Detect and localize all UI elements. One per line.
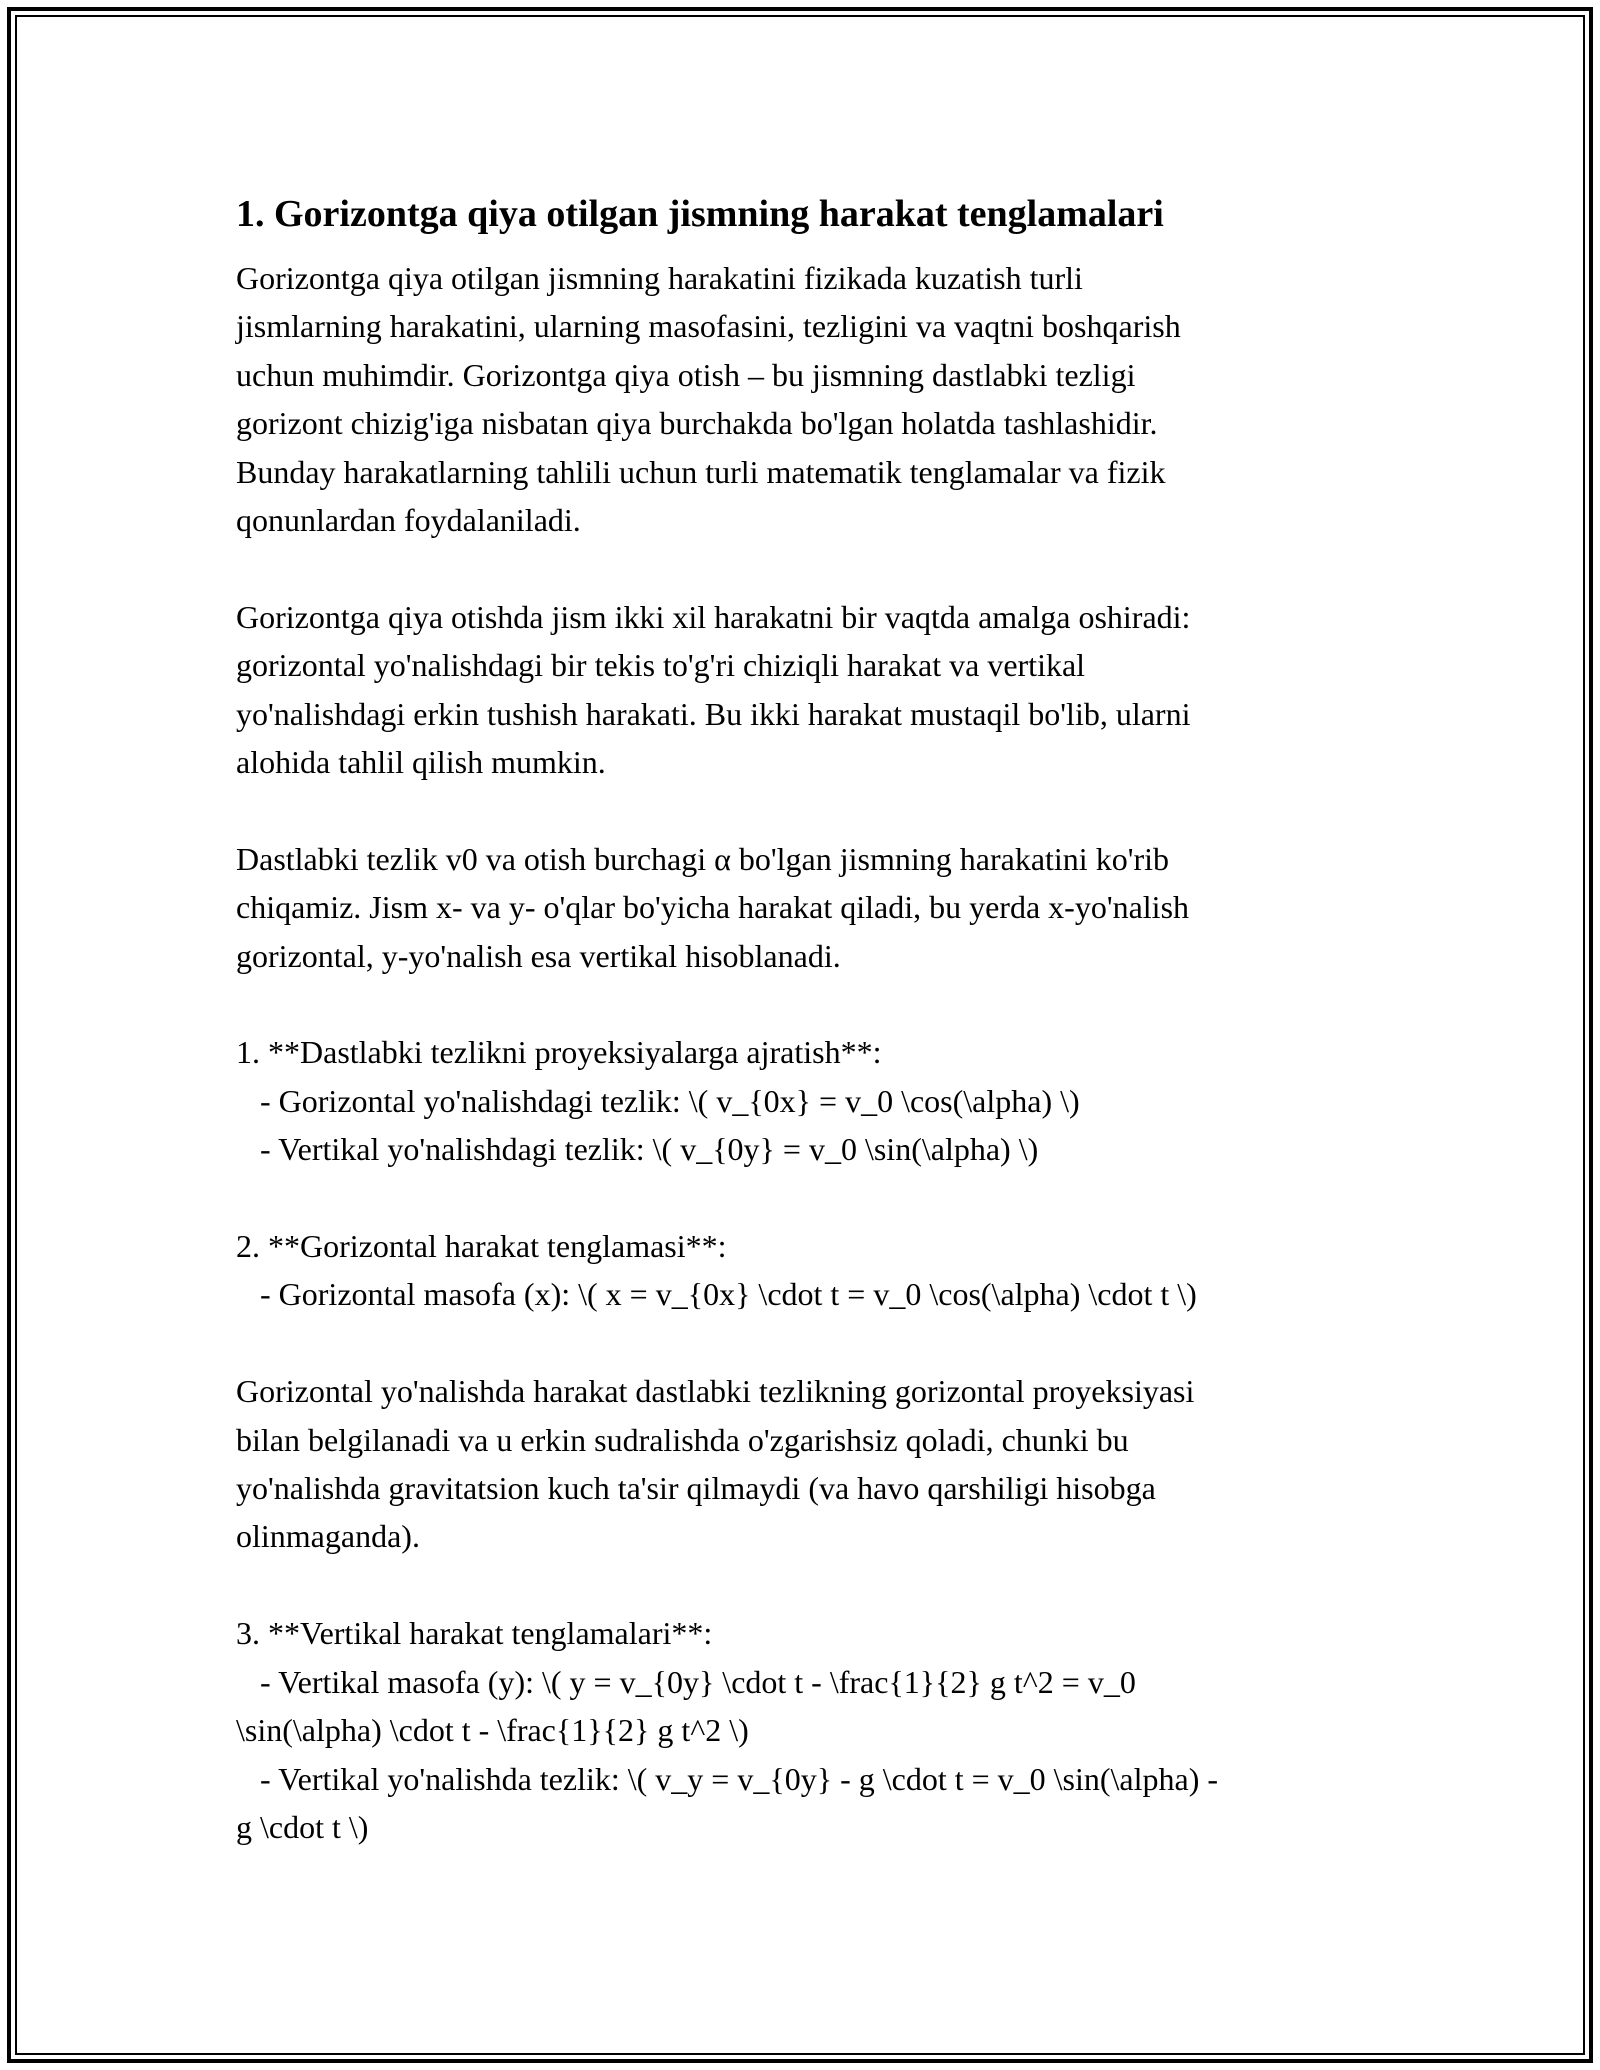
paragraph-horizontal-explanation: Gorizontal yo'nalishda harakat dastlabki tezlikning gorizontal proyeksiyasi bilan belgilanadi va u erkin sudralishda o'zgarishsiz qoladi, chunki bu yo'nalishda gravitatsion kuch ta'sir qilmaydi (va havo qarshiligi hisobga olinmaganda). (236, 1373, 1195, 1555)
section-heading: 1. Gorizontga qiya otilgan jismning harakat tenglamalari (236, 193, 1164, 235)
list-item-velocity-projections: 1. **Dastlabki tezlikni proyeksiyalarga ajratish**: - Gorizontal yo'nalishdagi tezlik: \( v_{0x} = v_0 \cos(\alpha) \) - Vertikal yo'nalishdagi tezlik: \( v_{0y} = v_0 \sin(\alpha) \) (236, 1034, 1080, 1168)
paragraph-two-motions: Gorizontga qiya otishda jism ikki xil harakatni bir vaqtda amalga oshiradi: gorizontal yo'nalishdagi bir tekis to'g'ri chiziqli harakat va vertikal yo'nalishdagi erkin tushish harakati. Bu ikki harakat mustaqil bo'lib, ularni alohida tahlil qilish mumkin. (236, 598, 1191, 781)
paragraph-setup: Dastlabki tezlik v0 va otish burchagi α bo'lgan jismning harakatini ko'rib chiqamiz. Jism x- va y- o'qlar bo'yicha harakat qiladi, bu yerda x-yo'nalish gorizontal, y-yo'nalish esa vertikal hisoblanadi. (236, 840, 1190, 974)
list-item-vertical-equations: 3. **Vertikal harakat tenglamalari**: - Vertikal masofa (y): \( y = v_{0y} \cdot t - \frac{1}{2} g t^2 = v_0 \sin(\alpha) \cdot t - \frac{1}{2} g t^2 \) - Vertikal yo'nalishda tezlik: \( v_y = v_{0y} - g \cdot t = v_0 \sin(\alpha) - g \cdot t \) (236, 1615, 1219, 1845)
document-body (236, 188, 1376, 1851)
paragraph-intro: Gorizontga qiya otilgan jismning harakatini fizikada kuzatish turli jismlarning harakatini, ularning masofasini, tezligini va vaqtni boshqarish uchun muhimdir. Gorizontga qiya otish – bu jismning dastlabki tezligi gorizont chizig'iga nisbatan qiya burchakda bo'lgan holatda tashlashidir. Bunday harakatlarning tahlili uchun turli matematik tenglamalar va fizik qonunlardan foydalaniladi. (236, 260, 1181, 539)
list-item-horizontal-equation: 2. **Gorizontal harakat tenglamasi**: - Gorizontal masofa (x): \( x = v_{0x} \cdot t = v_0 \cos(\alpha) \cdot t \) (236, 1228, 1197, 1313)
